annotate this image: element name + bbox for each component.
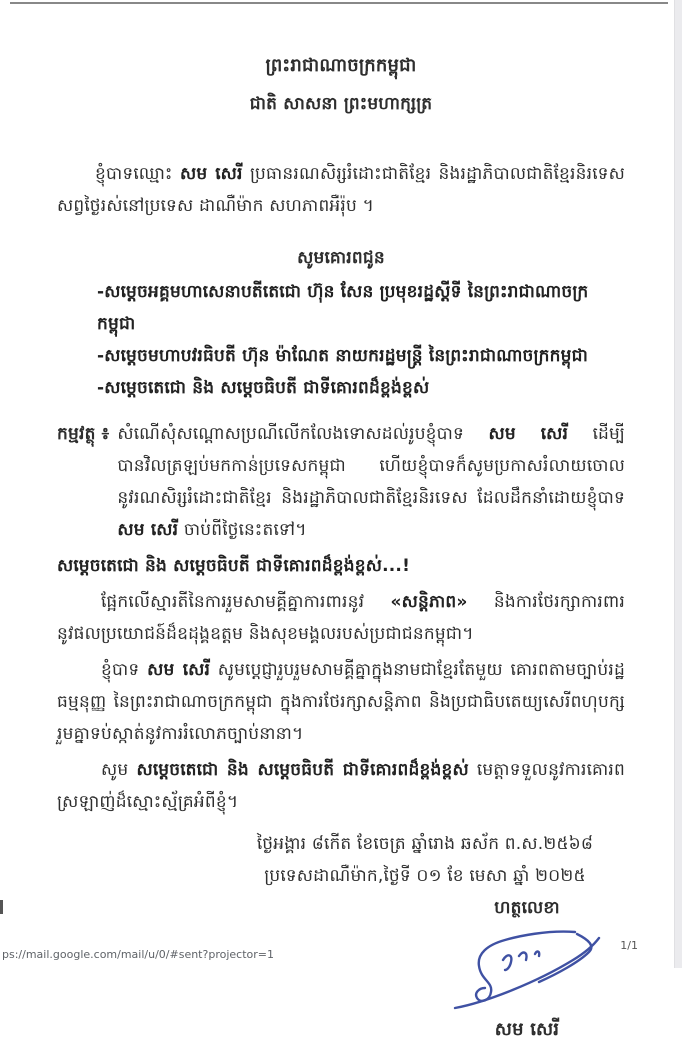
subject-section xyxy=(57,418,625,546)
recipient-list xyxy=(57,276,625,404)
signatory-printed-name: សម សេរី xyxy=(494,1019,560,1040)
subject-text-post: ចាប់ពីថ្ងៃនេះតទៅ។ xyxy=(178,520,307,540)
intro-text-post: ប្រធានរណសិរ្សរំដោះជាតិខ្មែរ និងរដ្ឋាភិបាលជាតិខ្មែរនិរទេស សព្វថ្ងៃរស់នៅប្រទេស ដាណឺម៉ាក សហភាពអឺរ៉ុប ។ xyxy=(57,164,626,216)
gregorian-date-line: ប្រទេសដាណឺម៉ាក,ថ្ងៃទី ០១ ខែ មេសា ឆ្នាំ ២០២៥ xyxy=(264,866,586,886)
closing-text-pre: សូម xyxy=(101,760,137,780)
paragraph-pledge xyxy=(57,654,625,750)
honorific-address-line: សម្តេចតេជោ និង សម្តេចធិបតី ជាទីគោរពដ៏ខ្ពង់ខ្ពស់...! xyxy=(57,556,411,576)
signature-section xyxy=(407,892,647,1046)
subject-name-2: សម សេរី xyxy=(117,520,179,540)
intro-paragraph xyxy=(57,158,625,222)
pledge-sender-name: សម សេរី xyxy=(147,660,211,680)
closing-text-post: មេត្តាទទួលនូវការគោរពស្រឡាញ់ដ៏ស្មោះស្ម័គ្រអំពីខ្ញុំ។ xyxy=(57,760,626,812)
pledge-text-post: សូមប្តេជ្ញារួបរួមសាមគ្គីគ្នាក្នុងនាមជាខ្មែរតែមួយ គោរពតាមច្បាប់រដ្ឋធម្មនុញ្ញ នៃព្រះរាជាណាចក្រកម្ពុជា ក្នុងការថែរក្សាសន្តិភាព និងប្រជាធិបតេយ្យសេរីពហុបក្ស រួមគ្នាទប់ស្កាត់នូវការរំលោភច្បាប់នានា។ xyxy=(57,660,625,744)
subject-body xyxy=(117,418,625,546)
page-indicator: 1/1 xyxy=(620,939,638,952)
peace-text-post: និងការថែរក្សាការពារនូវផលប្រយោជន៍ដ៏ឧដុង្គឧត្តម និងសុខមង្គលរបស់ប្រជាជនកម្ពុជា។ xyxy=(57,592,625,644)
date-block xyxy=(225,828,625,892)
recipient-hun-sen: -សម្តេចអគ្គមហាសេនាបតីតេជោ ហ៊ុន សែន ប្រមុខរដ្ឋស្តីទី នៃព្រះរាជាណាចក្រកម្ពុជា xyxy=(97,282,589,334)
recipient-samdech-both: -សម្តេចតេជោ និង សម្តេចធិបតី ជាទីគោរពដ៏ខ្ពង់ខ្ពស់ xyxy=(97,378,430,398)
kingdom-header-line1: ព្រះរាជាណាចក្រកម្ពុជា xyxy=(265,55,417,76)
peace-text-pre: ផ្អែកលើស្មារតីនៃការរួមសាមគ្គីគ្នាការពារនូវ xyxy=(101,592,391,612)
salutation-heading: សូមគោរពជូន xyxy=(297,248,385,268)
subject-text-mid: ដើម្បីបានវិលត្រឡប់មកកាន់ប្រទេសកម្ពុជា ហើយខ្ញុំបាទក៏សូមប្រកាសរំលាយចោលនូវរណសិរ្សរំដោះជាតិខ្មែរ និងរដ្ឋាភិបាលជាតិខ្មែរនិរទេស ដែលដឹកនាំដោយខ្ញុំបាទ xyxy=(117,424,626,508)
paragraph-closing xyxy=(57,754,625,818)
closing-honorific: សម្តេចតេជោ និង សម្តេចធិបតី ជាទីគោរពដ៏ខ្ពង់ខ្ពស់ xyxy=(136,760,469,780)
paragraph-peace xyxy=(57,586,625,650)
signature-label: ហត្ថលេខា xyxy=(494,898,560,918)
handwritten-signature-icon xyxy=(447,926,607,1012)
pledge-text-pre: ខ្ញុំបាទ xyxy=(101,660,148,680)
browser-status-url: ps://mail.google.com/mail/u/0/#sent?projector=1 xyxy=(2,948,274,961)
lunar-date-line: ថ្ងៃអង្គារ ៨កើត ខែចេត្រ ឆ្នាំរោង ឆស័ក ព.ស.២៥៦៨ xyxy=(256,834,594,854)
kingdom-header-line2: ជាតិ សាសនា ព្រះមហាក្សត្រ xyxy=(249,94,433,114)
recipient-hun-manet: -សម្តេចមហាបវរធិបតី ហ៊ុន ម៉ាណែត នាយករដ្ឋមន្ត្រី នៃព្រះរាជាណាចក្រកម្ពុជា xyxy=(97,346,588,366)
peace-keyword: «សន្តិភាព» xyxy=(390,592,468,612)
sender-name: សម សេរី xyxy=(179,164,243,184)
subject-name-1: សម សេរី xyxy=(488,424,569,444)
subject-text-pre: សំណើសុំសណ្តោសប្រណីលើកលែងទោសដល់រូបខ្ញុំបាទ xyxy=(117,424,489,444)
intro-text-pre: ខ្ញុំបាទឈ្មោះ xyxy=(95,164,180,184)
subject-label: កម្មវត្ថុ ៖ xyxy=(57,424,110,444)
